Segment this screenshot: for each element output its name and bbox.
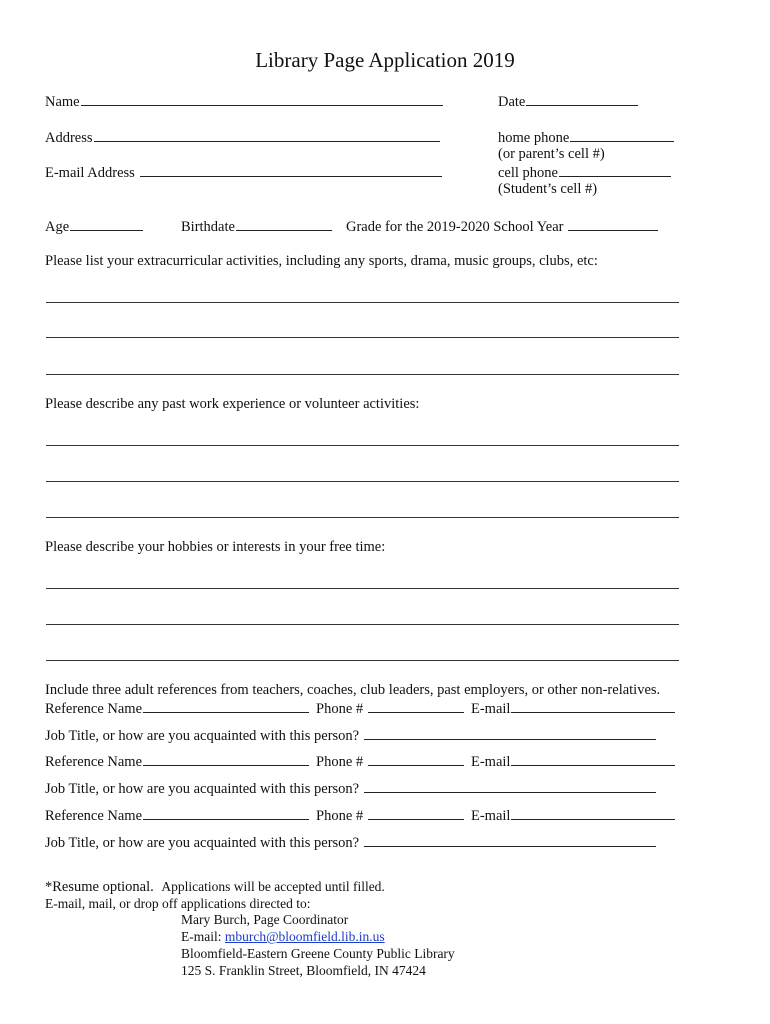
reference-phone-label: Phone # bbox=[316, 754, 364, 770]
student-cell-note: (Student’s cell #) bbox=[498, 181, 598, 197]
cell-phone-field[interactable] bbox=[498, 163, 671, 182]
reference-email-label: E-mail bbox=[471, 701, 511, 717]
reference-name-label: Reference Name bbox=[45, 808, 143, 824]
reference-email-label: E-mail bbox=[471, 808, 511, 824]
reference-phone-label: Phone # bbox=[316, 808, 364, 824]
hobbies-line-1[interactable] bbox=[46, 588, 679, 589]
home-phone-blank[interactable] bbox=[570, 128, 674, 142]
grade-label: Grade for the 2019-2020 School Year bbox=[346, 219, 564, 235]
reference-1-phone-blank[interactable] bbox=[368, 699, 464, 713]
date-field[interactable] bbox=[498, 92, 638, 111]
reference-1-email-blank[interactable] bbox=[511, 699, 675, 713]
cell-phone-blank[interactable] bbox=[559, 163, 671, 177]
coordinator-email-link[interactable]: mburch@bloomfield.lib.in.us bbox=[224, 929, 385, 944]
references-intro: Include three adult references from teachers, coaches, club leaders, past employers, or other non-relatives. bbox=[45, 682, 661, 698]
grade-blank[interactable] bbox=[568, 217, 658, 231]
reference-3-job-blank[interactable] bbox=[364, 833, 656, 847]
reference-2-email-field[interactable] bbox=[471, 752, 675, 771]
coordinator-name: Mary Burch, Page Coordinator bbox=[181, 912, 349, 927]
footer-resume-line bbox=[45, 878, 385, 896]
reference-3-phone-blank[interactable] bbox=[368, 806, 464, 820]
date-blank[interactable] bbox=[526, 92, 638, 106]
reference-job-label: Job Title, or how are you acquainted with this person? bbox=[45, 728, 360, 744]
hobbies-question: Please describe your hobbies or interests in your free time: bbox=[45, 539, 386, 555]
reference-2-job-field[interactable] bbox=[45, 779, 656, 798]
hobbies-line-2[interactable] bbox=[46, 624, 679, 625]
home-phone-field[interactable] bbox=[498, 128, 674, 147]
address-blank[interactable] bbox=[94, 128, 440, 142]
reference-3-email-blank[interactable] bbox=[511, 806, 675, 820]
hobbies-line-3[interactable] bbox=[46, 660, 679, 661]
directed-note: E-mail, mail, or drop off applications directed to: bbox=[45, 896, 311, 911]
name-label: Name bbox=[45, 94, 80, 110]
email-address-blank[interactable] bbox=[140, 163, 442, 177]
work-line-1[interactable] bbox=[46, 445, 679, 446]
age-field[interactable] bbox=[45, 217, 143, 236]
work-question: Please describe any past work experience or volunteer activities: bbox=[45, 396, 420, 412]
work-line-2[interactable] bbox=[46, 481, 679, 482]
reference-phone-label: Phone # bbox=[316, 701, 364, 717]
activities-question: Please list your extracurricular activities, including any sports, drama, music groups, clubs, etc: bbox=[45, 253, 598, 269]
reference-3-phone-field[interactable] bbox=[316, 806, 464, 825]
reference-3-name-blank[interactable] bbox=[143, 806, 309, 820]
name-field[interactable] bbox=[45, 92, 443, 111]
email-prefix: E-mail: bbox=[181, 929, 222, 944]
reference-job-label: Job Title, or how are you acquainted with this person? bbox=[45, 835, 360, 851]
grade-field[interactable] bbox=[346, 217, 658, 236]
email-address-field[interactable] bbox=[45, 163, 442, 182]
cell-phone-label: cell phone bbox=[498, 165, 558, 181]
reference-name-label: Reference Name bbox=[45, 701, 143, 717]
work-line-3[interactable] bbox=[46, 517, 679, 518]
reference-job-label: Job Title, or how are you acquainted with this person? bbox=[45, 781, 360, 797]
age-label: Age bbox=[45, 219, 70, 235]
reference-2-name-blank[interactable] bbox=[143, 752, 309, 766]
address-label: Address bbox=[45, 130, 93, 146]
reference-3-name-field[interactable] bbox=[45, 806, 309, 825]
date-label: Date bbox=[498, 94, 526, 110]
reference-1-name-blank[interactable] bbox=[143, 699, 309, 713]
reference-name-label: Reference Name bbox=[45, 754, 143, 770]
name-blank[interactable] bbox=[81, 92, 443, 106]
coordinator-email-line bbox=[181, 928, 385, 945]
birthdate-field[interactable] bbox=[181, 217, 332, 236]
birthdate-label: Birthdate bbox=[181, 219, 235, 235]
library-address: 125 S. Franklin Street, Bloomfield, IN 47424 bbox=[181, 963, 426, 978]
birthdate-blank[interactable] bbox=[236, 217, 332, 231]
reference-1-name-field[interactable] bbox=[45, 699, 309, 718]
reference-1-phone-field[interactable] bbox=[316, 699, 464, 718]
library-name: Bloomfield-Eastern Greene County Public Library bbox=[181, 946, 455, 961]
reference-2-email-blank[interactable] bbox=[511, 752, 675, 766]
reference-3-job-field[interactable] bbox=[45, 833, 656, 852]
activities-line-3[interactable] bbox=[46, 374, 679, 375]
reference-1-email-field[interactable] bbox=[471, 699, 675, 718]
reference-2-phone-field[interactable] bbox=[316, 752, 464, 771]
reference-email-label: E-mail bbox=[471, 754, 511, 770]
reference-3-email-field[interactable] bbox=[471, 806, 675, 825]
email-address-label: E-mail Address bbox=[45, 165, 135, 181]
resume-note: *Resume optional. bbox=[45, 879, 154, 895]
home-phone-label: home phone bbox=[498, 130, 570, 146]
age-blank[interactable] bbox=[70, 217, 143, 231]
reference-2-job-blank[interactable] bbox=[364, 779, 656, 793]
reference-1-job-field[interactable] bbox=[45, 726, 656, 745]
reference-1-job-blank[interactable] bbox=[364, 726, 656, 740]
activities-line-1[interactable] bbox=[46, 302, 679, 303]
parent-cell-note: (or parent’s cell #) bbox=[498, 146, 605, 162]
address-field[interactable] bbox=[45, 128, 440, 147]
reference-2-phone-blank[interactable] bbox=[368, 752, 464, 766]
page-title: Library Page Application 2019 bbox=[255, 48, 515, 72]
reference-2-name-field[interactable] bbox=[45, 752, 309, 771]
accepted-note: Applications will be accepted until filled. bbox=[161, 879, 385, 894]
activities-line-2[interactable] bbox=[46, 337, 679, 338]
